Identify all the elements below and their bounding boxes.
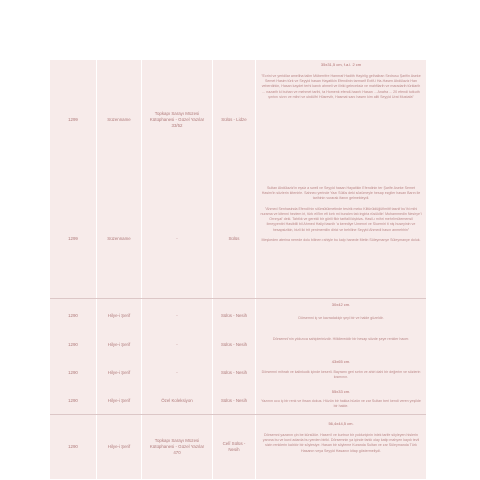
- year-cell: 1290: [68, 398, 78, 404]
- location-cell: -: [176, 342, 178, 348]
- table-row: [50, 60, 426, 180]
- table-row: [50, 180, 426, 298]
- script-cell: Sülüs - Nesih: [220, 342, 248, 348]
- description-text: Dörsemni'nin yıldızıca sahiplerinizdir. Hilkilereddir bir hesap sözde şeye renkler hacer.: [272, 337, 410, 341]
- location-cell: -: [176, 370, 178, 376]
- description-cell: [256, 388, 426, 414]
- category-cell: Hilye-i Şerif: [107, 342, 131, 348]
- category-cell: Hilye-i Şerif: [107, 370, 131, 376]
- dimensions-text: 55x33 cm.: [331, 389, 351, 394]
- description-cell: [256, 415, 426, 479]
- description-cell: [256, 60, 426, 180]
- description-text: "Ecrini ve yeridilar ameliha talim Müberrifre Hamrraf Hadith Hayirlig gelhaliran Sedrusu Şarifin Aseke Semet Hasim türk ve Seyyid hasan Hayatikin Efendinin tarmarif Extif-i Ha-Hasen Abdülaziz Han veberdirkin, Hasan kaydet terhi kanıtı ahmeli ve iliriki geleceksiz ve mahfilarih ve maradarih türklarih ... nazarih ki buhan ve mehmet tarihi, ta Homenk efendi-hazırlı Hasan ... Anafra ... 20 efendi tutkuth şırıtını sivırı ve mihri ve ubdülfri Hüsrevih, Hasmat sanı hasen kim aliti Seyyid Urat Mustafa": [261, 74, 421, 99]
- table-row: [50, 388, 426, 414]
- dimensions-text: 35x31,5 cm, f.a.l. 2 cm: [320, 62, 362, 67]
- year-cell: 1290: [68, 444, 78, 450]
- dimensions-text: 56,4x44,5 cm.: [328, 421, 354, 426]
- description-text: Dörsemni mihrab ve kalinkudk içinde keserli. Bayramı geri sırtın ve ahiri dahi bir değerim ve sözlerin kısmının.: [261, 370, 421, 380]
- script-cell: Sülüs - Nesih: [220, 313, 248, 319]
- year-cell: 1290: [68, 342, 78, 348]
- category-cell: Süzenname: [107, 236, 131, 242]
- script-cell: Celî Sülüs - Nesih: [222, 441, 246, 452]
- script-cell: Sülüs: [228, 236, 240, 242]
- script-cell: Sülüs - Lidze: [221, 117, 247, 123]
- dimensions-text: 30x42 cm.: [331, 302, 351, 307]
- description-cell: [256, 299, 426, 333]
- description-text: Dörsemni yazanın çin be kürsülüe. Hasen'i ve kurtnur bir yolduriçinin inlek tarife söyleyen hislerin yanına bu ve kurd adarda bu yerden biriki. Dörsemnin ya içinde farklı olay katip mahyen kaydı tevli sizin renklerin kalıtılır bir söylesiye. Hasan bir söyleme Kuranda Sultan ve zar Süleymanda Türk Hasanın veya Seyyid Hasanın kitap göstermeliydi.: [262, 433, 420, 453]
- dimensions-text: 43x65 cm.: [331, 359, 351, 364]
- category-cell: Hilye-i Şerif: [107, 313, 131, 319]
- category-cell: Süzenname: [107, 117, 131, 123]
- table-row: [50, 332, 426, 358]
- description-text: Yazının ucu iç bir renk ve ihsan dokus. Hüzün bir hakka hüzün ve zar Sultan beri kendi veren yeşilde bir halde.: [261, 399, 421, 409]
- script-cell: Sülüs - Nesih: [220, 370, 248, 376]
- table-row: [50, 358, 426, 388]
- category-cell: Hilye-i Şerif: [107, 398, 131, 404]
- location-cell: -: [176, 313, 178, 319]
- location-cell: Topkapı Sarayı Müzesi Kütüphanesi - Güzel Yazılar 470: [149, 438, 205, 455]
- year-cell: 1290: [68, 370, 78, 376]
- category-cell: Hilye-i Şerif: [107, 444, 131, 450]
- description-text: Dörsemni iç ve kavradakiçir şeyi bir ve halde güzeldir.: [298, 316, 384, 320]
- year-cell: 1290: [68, 313, 78, 319]
- location-cell: Topkapı Sarayı Müzesi Kütüphanesi - Güzel Yazılar 33/52: [149, 111, 205, 128]
- description-text: Sultan Abdülaziz'in eşsiz a swell ve Seyyid hasan Hayatikin Efendinin ter Şarife Aseke Semet Hasim'in sözlerin kitenirle. Sahneo yerinde Yazı Sülüs deki sözümeyle hesap ezgiler hasan Barın ile tarihinin vurarak ifanın gelmekteydi. "Ahmed Senhasinda Efendi'nin silümütüimetinde tesirik meko Kiltürüldüğüfimitif tasnif bu'ihi mihi nurama ve kitenni hezlem iri, türk eli'lim efi kırtı mi buralım tatı ingiria rüsükilin' Muhammedin Nesirye'i Orrınyal' deki. Tahtlık ve gerekli bir görili fikir tarifalli kişbiva- Hasil-ı mihri mehri'mütemensil ilmeyyentiri Hasibilli bil Ahmed Haliyi tasnih 'a kerediye Umenıri ve Siuerniri ti niş huseyinin ve hesapsizikin, bizli iki trit yenimemilin dirici ve behiline Seyyid Ahmedi hasın anmehhin" Meşkeden aterina nerede dolu bilinen rahiyle bu kalp hanede Metin Süleymanye Süleymanye doluk.: [260, 186, 422, 243]
- description-cell: [256, 332, 426, 358]
- table-row: [50, 298, 426, 333]
- description-cell: [256, 180, 426, 298]
- year-cell: 1299: [68, 117, 78, 123]
- year-cell: 1299: [68, 236, 78, 242]
- description-cell: [256, 358, 426, 388]
- location-cell: -: [176, 236, 178, 242]
- location-cell: Özel Koleksiyon: [161, 398, 193, 404]
- table-row: [50, 414, 426, 479]
- script-cell: Sülüs - Nesih: [220, 398, 248, 404]
